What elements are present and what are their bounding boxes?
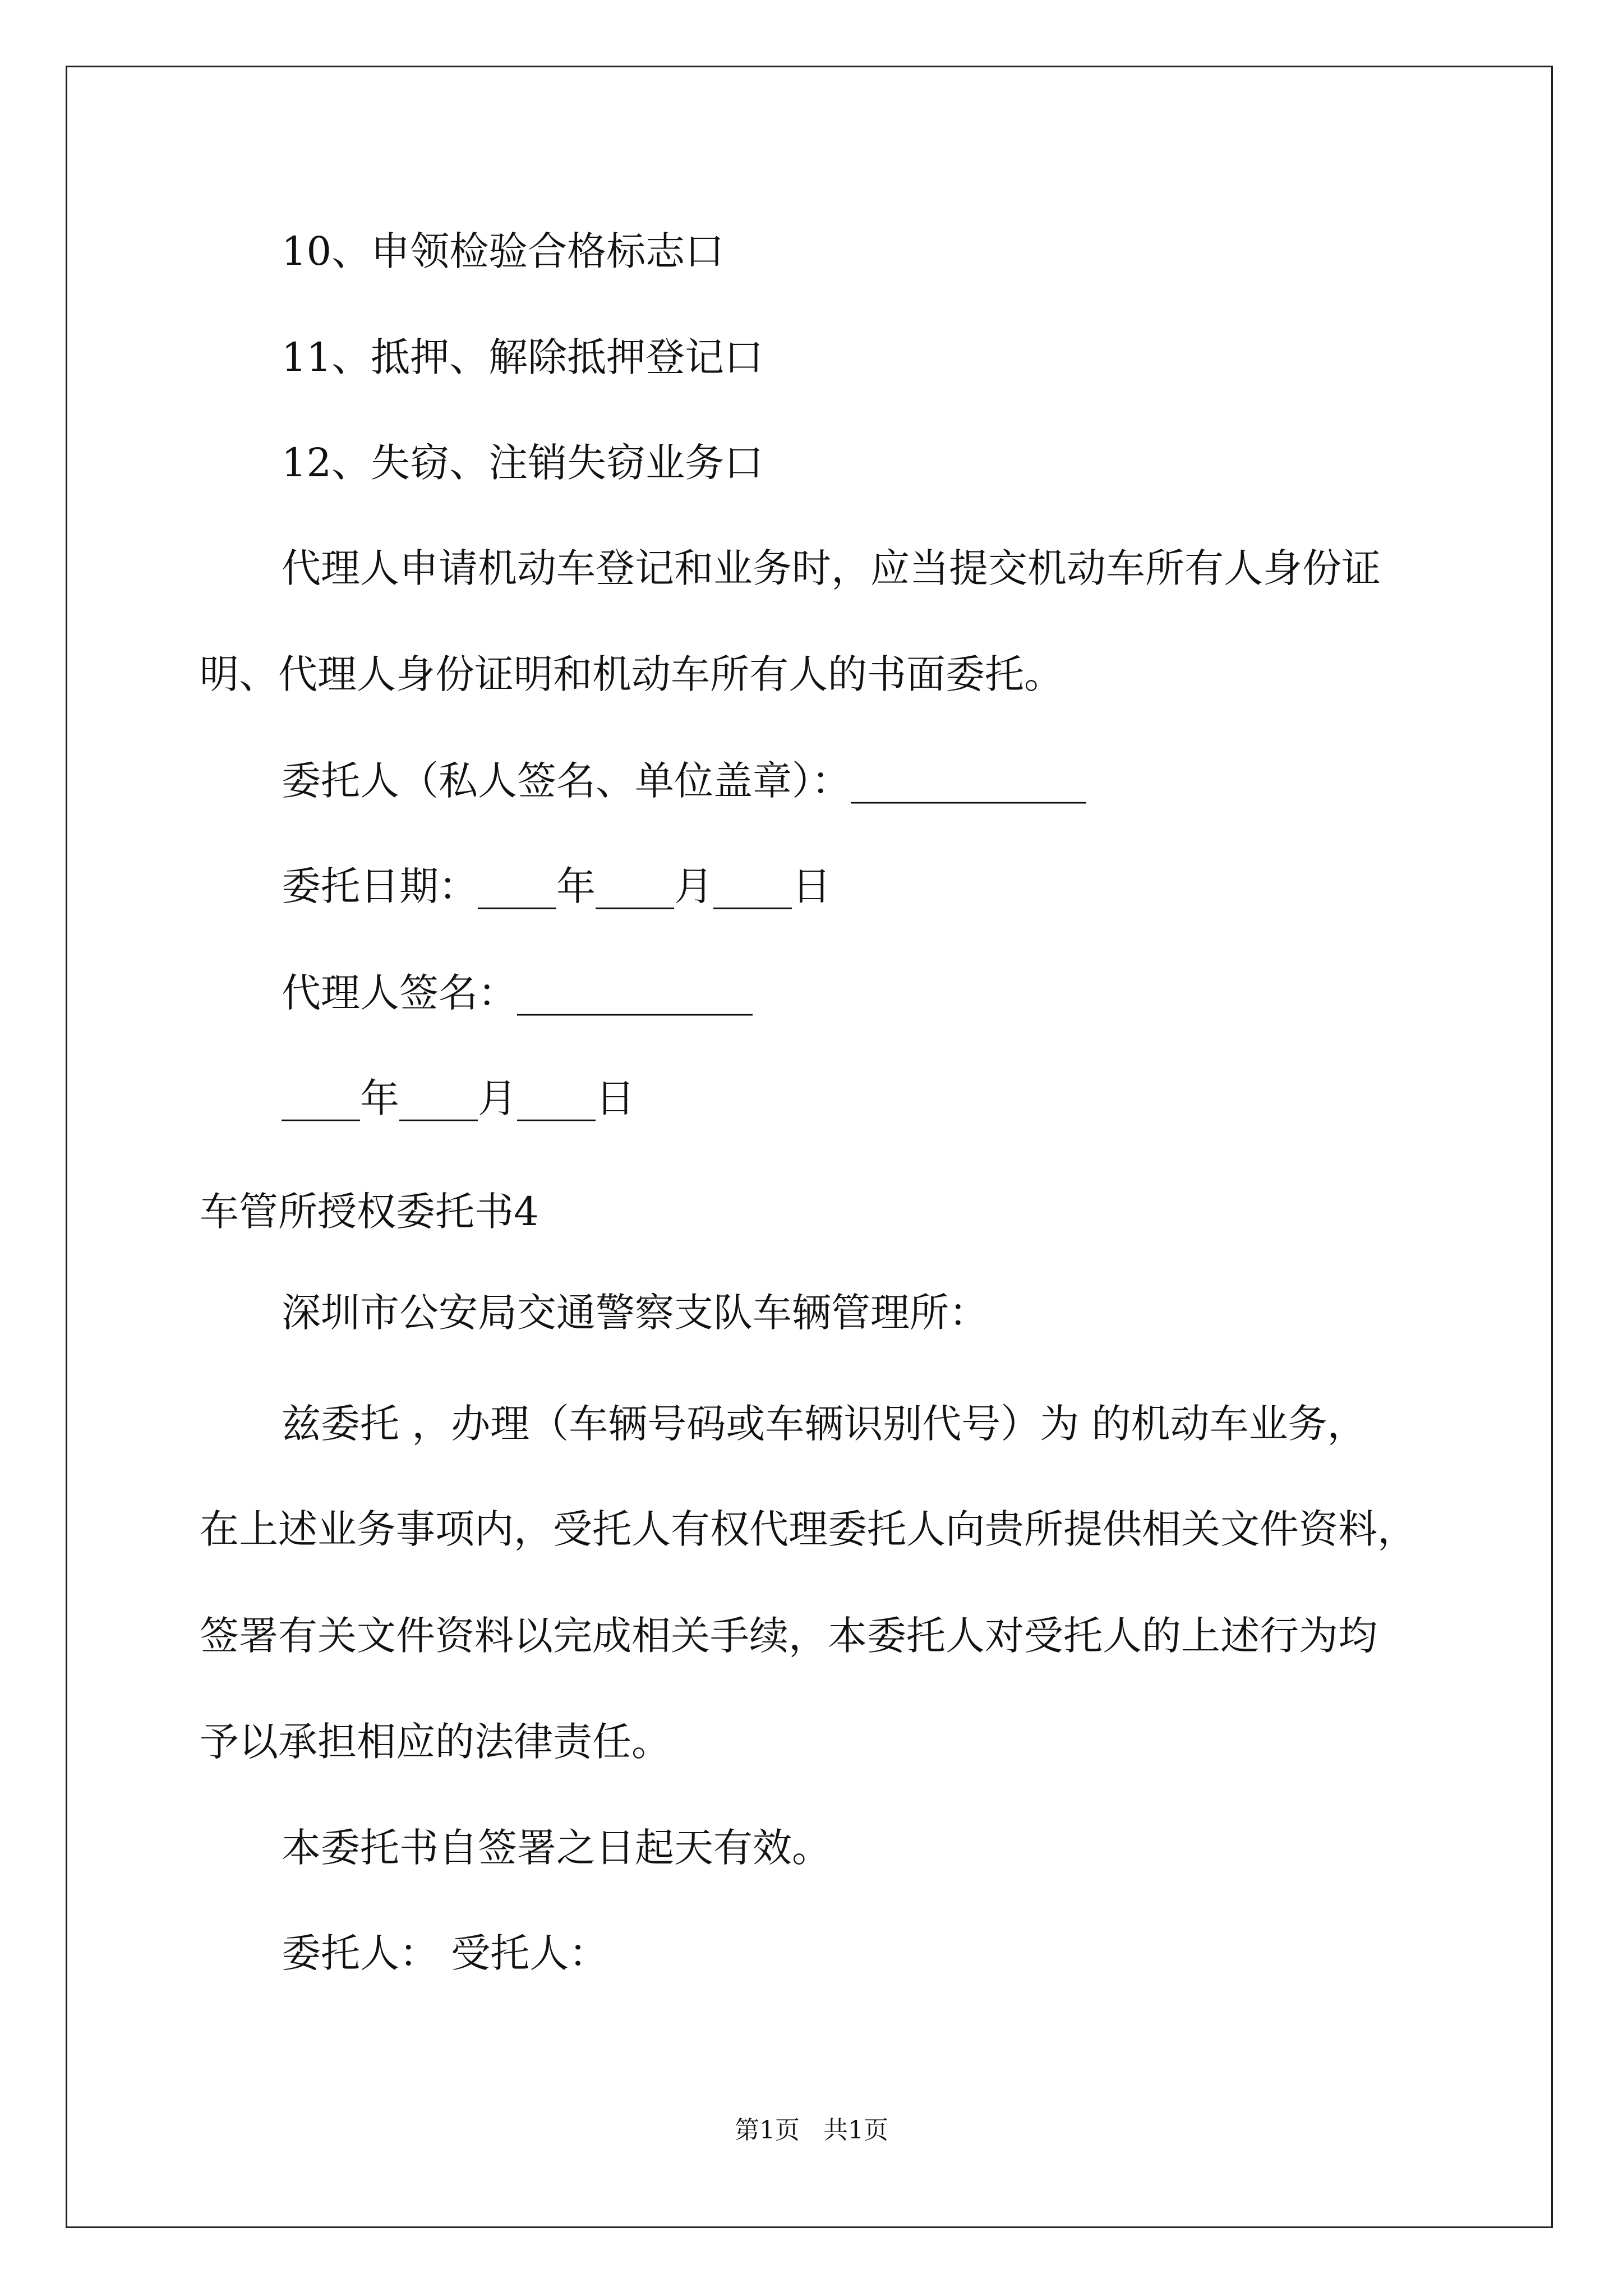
signatories-line: 委托人： 受托人： xyxy=(282,1930,608,1976)
page-border xyxy=(66,66,1553,2228)
agent-signature-line: 代理人签名：____________ xyxy=(282,970,753,1016)
entrust-date-line: 委托日期：____年____月____日 xyxy=(282,863,831,909)
item-10-text: 10、申领检验合格标志口 xyxy=(282,228,725,274)
paragraph-line: 在上述业务事项内，受托人有权代理委托人向贵所提供相关文件资料， xyxy=(200,1506,1417,1552)
paragraph-line: 予以承担相应的法律责任。 xyxy=(200,1719,671,1765)
principal-signature-line: 委托人（私人签名、单位盖章）：____________ xyxy=(282,758,1086,804)
section-title: 车管所授权委托书4 xyxy=(200,1189,539,1235)
agent-date-line: ____年____月____日 xyxy=(282,1075,635,1121)
paragraph-line: 代理人申请机动车登记和业务时，应当提交机动车所有人身份证 xyxy=(282,545,1381,591)
item-11-text: 11、抵押、解除抵押登记口 xyxy=(282,334,764,380)
paragraph-line: 签署有关文件资料以完成相关手续，本委托人对受托人的上述行为均 xyxy=(200,1613,1377,1659)
paragraph-line: 兹委托 ，办理（车辆号码或车辆识别代号）为 的机动车业务， xyxy=(282,1401,1367,1447)
paragraph-line: 明、代理人身份证明和机动车所有人的书面委托。 xyxy=(200,651,1063,697)
validity-line: 本委托书自签署之日起天有效。 xyxy=(282,1825,831,1871)
addressee-line: 深圳市公安局交通警察支队车辆管理所： xyxy=(282,1290,988,1336)
page-footer: 第1页 共1页 xyxy=(735,2116,888,2145)
item-12-text: 12、失窃、注销失窃业务口 xyxy=(282,440,764,486)
